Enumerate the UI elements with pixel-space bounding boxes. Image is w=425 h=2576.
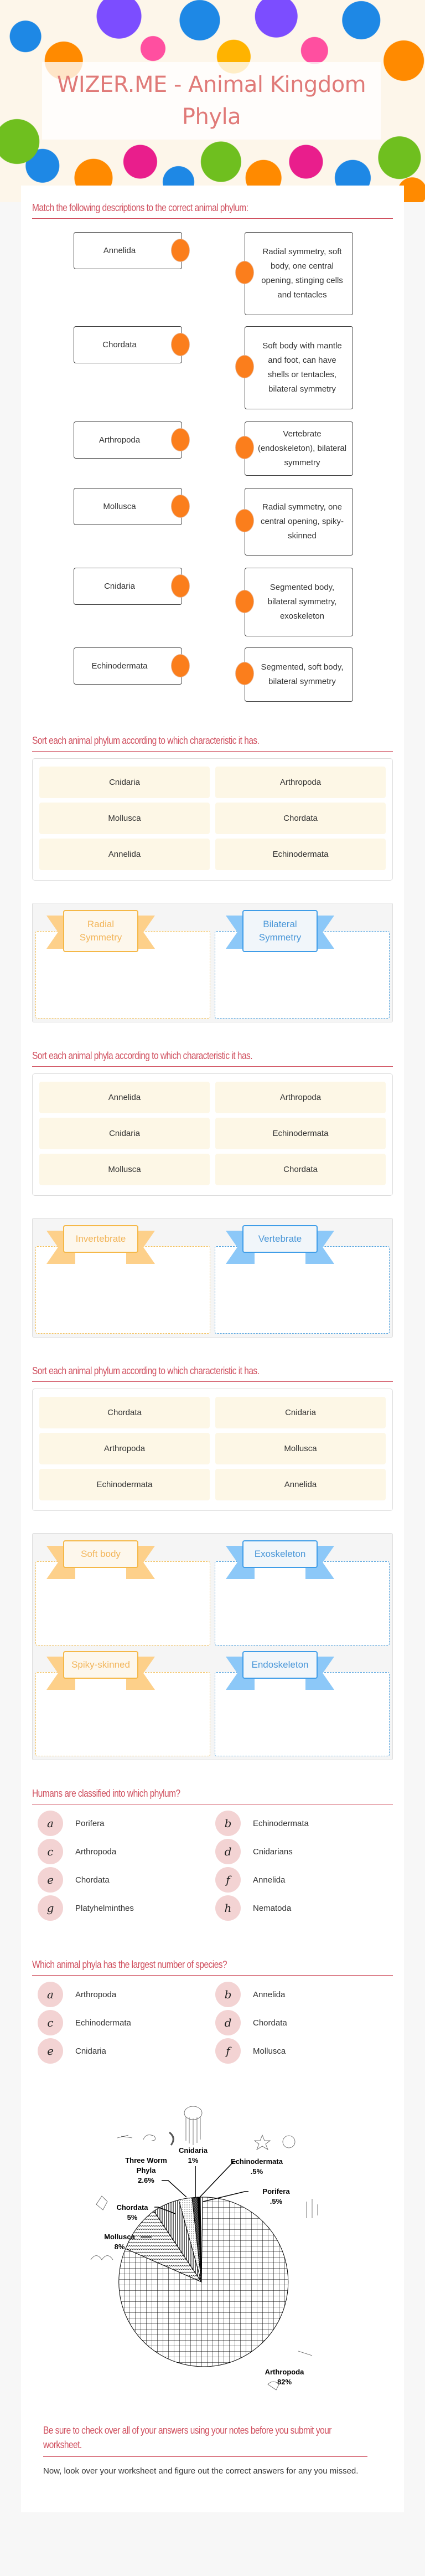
page-bottom-spacer	[0, 2512, 425, 2529]
match-connector-dot[interactable]	[171, 495, 190, 518]
octopus-icon	[91, 2256, 113, 2260]
page-title: WIZER.ME - Animal Kingdom Phyla	[56, 72, 366, 130]
sort-chip[interactable]: Cnidaria	[215, 1397, 386, 1428]
bucket-exoskeleton[interactable]	[215, 1540, 390, 1646]
sort-item-pool	[32, 1389, 393, 1511]
svg-text:.5%: .5%	[250, 2167, 263, 2176]
bucket-ribbon	[46, 1225, 155, 1264]
svg-text:1%: 1%	[188, 2156, 199, 2164]
option-letter: a	[38, 1811, 63, 1836]
sort-chip[interactable]: Arthropoda	[39, 1433, 210, 1464]
option-letter: h	[215, 1895, 241, 1921]
sort-buckets	[32, 1218, 393, 1338]
mc-question-species	[32, 1959, 393, 2063]
sort-chip[interactable]: Chordata	[215, 1154, 386, 1185]
question-prompt: Humans are classified into which phylum?	[32, 1788, 180, 1799]
closing-text: Now, look over your worksheet and figure out the correct answers for any you missed.	[43, 2466, 359, 2476]
bucket-ribbon	[226, 1225, 334, 1264]
bucket-label: Soft body	[63, 1540, 138, 1568]
match-left-item[interactable]: Arthropoda	[74, 421, 182, 459]
match-connector-dot[interactable]	[235, 590, 254, 613]
match-connector-dot[interactable]	[235, 436, 254, 459]
mc-options	[32, 1982, 393, 2063]
mc-option[interactable]: e Cnidaria	[38, 2039, 215, 2063]
match-right-item[interactable]: Radial symmetry, one central opening, spiky-skinned	[245, 488, 353, 556]
bucket-radial-symmetry[interactable]	[35, 910, 210, 1019]
option-letter: a	[38, 1982, 63, 2007]
match-connector-dot[interactable]	[171, 239, 190, 262]
option-letter: b	[215, 1811, 241, 1836]
svg-text:Phyla: Phyla	[136, 2166, 156, 2174]
option-letter: d	[215, 1839, 241, 1864]
jellyfish-icon	[184, 2106, 202, 2120]
closing-section	[32, 2423, 393, 2479]
sort-question-symmetry	[32, 735, 393, 1022]
bucket-label: Exoskeleton	[242, 1540, 318, 1568]
divider	[43, 2456, 367, 2457]
mc-option[interactable]: a Arthropoda	[38, 1982, 215, 2007]
option-letter: g	[38, 1895, 63, 1921]
match-connector-dot[interactable]	[235, 662, 254, 685]
sand-dollar-icon	[283, 2136, 295, 2148]
svg-text:Arthropoda: Arthropoda	[265, 2368, 304, 2376]
svg-text:82%: 82%	[277, 2378, 292, 2386]
question-prompt: Sort each animal phylum according to which characteristic it has.	[32, 735, 260, 746]
sort-chip[interactable]: Echinodermata	[215, 839, 386, 870]
option-letter: d	[215, 2010, 241, 2035]
bucket-ribbon	[46, 1651, 155, 1690]
divider	[32, 1381, 393, 1382]
divider	[32, 218, 393, 219]
bucket-label: Invertebrate	[63, 1225, 138, 1253]
sort-chip[interactable]: Arthropoda	[215, 1082, 386, 1113]
svg-text:Cnidaria: Cnidaria	[178, 2146, 208, 2155]
sort-chip[interactable]: Annelida	[215, 1469, 386, 1500]
mc-option[interactable]: d Chordata	[215, 2011, 393, 2035]
svg-text:Porifera: Porifera	[262, 2187, 290, 2195]
match-left-item[interactable]: Mollusca	[74, 488, 182, 525]
sort-buckets	[32, 903, 393, 1022]
svg-text:.5%: .5%	[269, 2197, 283, 2205]
option-letter: e	[38, 2038, 63, 2064]
match-left-item[interactable]: Echinodermata	[74, 647, 182, 685]
mc-option[interactable]: c Arthropoda	[38, 1839, 215, 1864]
sort-chip[interactable]: Echinodermata	[215, 1118, 386, 1149]
sort-chip[interactable]: Mollusca	[215, 1433, 386, 1464]
match-left-item[interactable]: Cnidaria	[74, 568, 182, 605]
match-connector-dot[interactable]	[235, 355, 254, 378]
bucket-label: Spiky-skinned	[63, 1651, 138, 1679]
flatworm-icon	[117, 2135, 132, 2138]
mc-option[interactable]: f Annelida	[215, 1868, 393, 1892]
match-connector-dot[interactable]	[171, 333, 190, 356]
sort-chip[interactable]: Annelida	[39, 839, 210, 870]
sort-chip[interactable]: Arthropoda	[215, 767, 386, 798]
matching-area	[32, 225, 393, 707]
title-box	[42, 62, 381, 140]
mc-option[interactable]: h Nematoda	[215, 1896, 393, 1920]
mc-option[interactable]: b Annelida	[215, 1982, 393, 2007]
option-letter: c	[38, 2010, 63, 2035]
question-prompt: Match the following descriptions to the correct animal phylum:	[32, 202, 248, 213]
bucket-ribbon	[226, 910, 334, 949]
sort-question-body-type	[32, 1365, 393, 1760]
match-connector-dot[interactable]	[235, 509, 254, 532]
svg-text:Three Worm: Three Worm	[125, 2156, 167, 2164]
mc-question-humans	[32, 1788, 393, 1920]
sort-chip[interactable]: Cnidaria	[39, 767, 210, 798]
svg-text:5%: 5%	[127, 2213, 138, 2222]
match-left-item[interactable]: Annelida	[74, 232, 182, 269]
worksheet-card	[21, 186, 404, 2512]
frog-icon	[96, 2196, 107, 2210]
bucket-label: Vertebrate	[242, 1225, 318, 1253]
bucket-endoskeleton[interactable]	[215, 1651, 390, 1756]
mc-option[interactable]: d Cnidarians	[215, 1839, 393, 1864]
sort-buckets	[32, 1533, 393, 1760]
question-prompt: Sort each animal phylum according to which characteristic it has.	[32, 1365, 260, 1376]
bucket-label: Endoskeleton	[242, 1651, 318, 1679]
sort-item-pool	[32, 1073, 393, 1196]
sort-chip[interactable]: Cnidaria	[39, 1118, 210, 1149]
match-connector-dot[interactable]	[235, 261, 254, 284]
header-banner	[0, 0, 425, 202]
match-connector-dot[interactable]	[171, 428, 190, 451]
match-right-item[interactable]: Segmented, soft body, bilateral symmetry	[245, 647, 353, 702]
sort-item-pool	[32, 758, 393, 881]
match-right-item[interactable]: Segmented body, bilateral symmetry, exoskeleton	[245, 568, 353, 636]
bucket-invertebrate[interactable]	[35, 1225, 210, 1334]
mc-option[interactable]: f Mollusca	[215, 2039, 393, 2063]
mc-option[interactable]: c Echinodermata	[38, 2011, 215, 2035]
divider	[32, 1975, 393, 1976]
sort-chip[interactable]: Echinodermata	[39, 1469, 210, 1500]
bucket-label: Bilateral Symmetry	[242, 910, 318, 952]
svg-text:2.6%: 2.6%	[138, 2176, 154, 2184]
svg-text:Echinodermata: Echinodermata	[231, 2157, 283, 2166]
mc-options	[32, 1811, 393, 1920]
bucket-label: Radial Symmetry	[63, 910, 138, 952]
jellyfish-tentacles-icon	[186, 2117, 200, 2145]
divider	[32, 1066, 393, 1067]
closing-title: Be sure to check over all of your answers using your notes before you submit your worksheet.	[43, 2425, 331, 2450]
match-connector-dot[interactable]	[171, 654, 190, 677]
starfish-icon	[255, 2135, 270, 2150]
roundworm-icon	[143, 2135, 156, 2141]
sort-chip[interactable]: Mollusca	[39, 803, 210, 834]
option-letter: f	[215, 2038, 241, 2064]
sort-chip[interactable]: Mollusca	[39, 1154, 210, 1185]
sort-question-vertebrate	[32, 1050, 393, 1338]
option-letter: b	[215, 1982, 241, 2007]
bucket-ribbon	[226, 1651, 334, 1690]
bucket-vertebrate[interactable]	[215, 1225, 390, 1334]
sort-chip[interactable]: Chordata	[39, 1397, 210, 1428]
matching-question	[32, 202, 393, 707]
mc-option[interactable]: b Echinodermata	[215, 1811, 393, 1835]
option-letter: c	[38, 1839, 63, 1864]
bucket-ribbon	[46, 1540, 155, 1579]
svg-text:8%: 8%	[114, 2243, 125, 2251]
bucket-ribbon	[226, 1540, 334, 1579]
divider	[32, 751, 393, 752]
svg-text:Chordata: Chordata	[116, 2203, 148, 2212]
svg-text:Mollusca: Mollusca	[104, 2233, 135, 2241]
option-letter: f	[215, 1867, 241, 1893]
match-right-item[interactable]: Radial symmetry, soft body, one central opening, stinging cells and tentacles	[245, 232, 353, 315]
insect-icon	[298, 2351, 312, 2356]
mc-option[interactable]: g Platyhelminthes	[38, 1896, 215, 1920]
bucket-bilateral-symmetry[interactable]	[215, 910, 390, 1019]
match-left-item[interactable]: Chordata	[74, 326, 182, 363]
sort-chip[interactable]: Annelida	[39, 1082, 210, 1113]
pie-chart-svg	[69, 2069, 356, 2401]
species-pie-chart	[32, 2069, 393, 2401]
mc-option[interactable]: a Porifera	[38, 1811, 215, 1835]
bucket-spiky-skinned[interactable]	[35, 1651, 210, 1756]
question-prompt: Sort each animal phyla according to which characteristic it has.	[32, 1050, 253, 1061]
mc-option[interactable]: e Chordata	[38, 1868, 215, 1892]
sponge-icon	[307, 2199, 318, 2218]
question-prompt: Which animal phyla has the largest number of species?	[32, 1959, 227, 1970]
match-connector-dot[interactable]	[171, 574, 190, 598]
sort-chip[interactable]: Chordata	[215, 803, 386, 834]
option-letter: e	[38, 1867, 63, 1893]
bucket-ribbon	[46, 910, 155, 949]
earthworm-icon	[169, 2132, 173, 2145]
bucket-soft-body[interactable]	[35, 1540, 210, 1646]
match-right-item[interactable]: Vertebrate (endoskeleton), bilateral symmetry	[245, 421, 353, 476]
match-right-item[interactable]: Soft body with mantle and foot, can have shells or tentacles, bilateral symmetry	[245, 326, 353, 409]
pie-slices	[119, 2197, 288, 2367]
